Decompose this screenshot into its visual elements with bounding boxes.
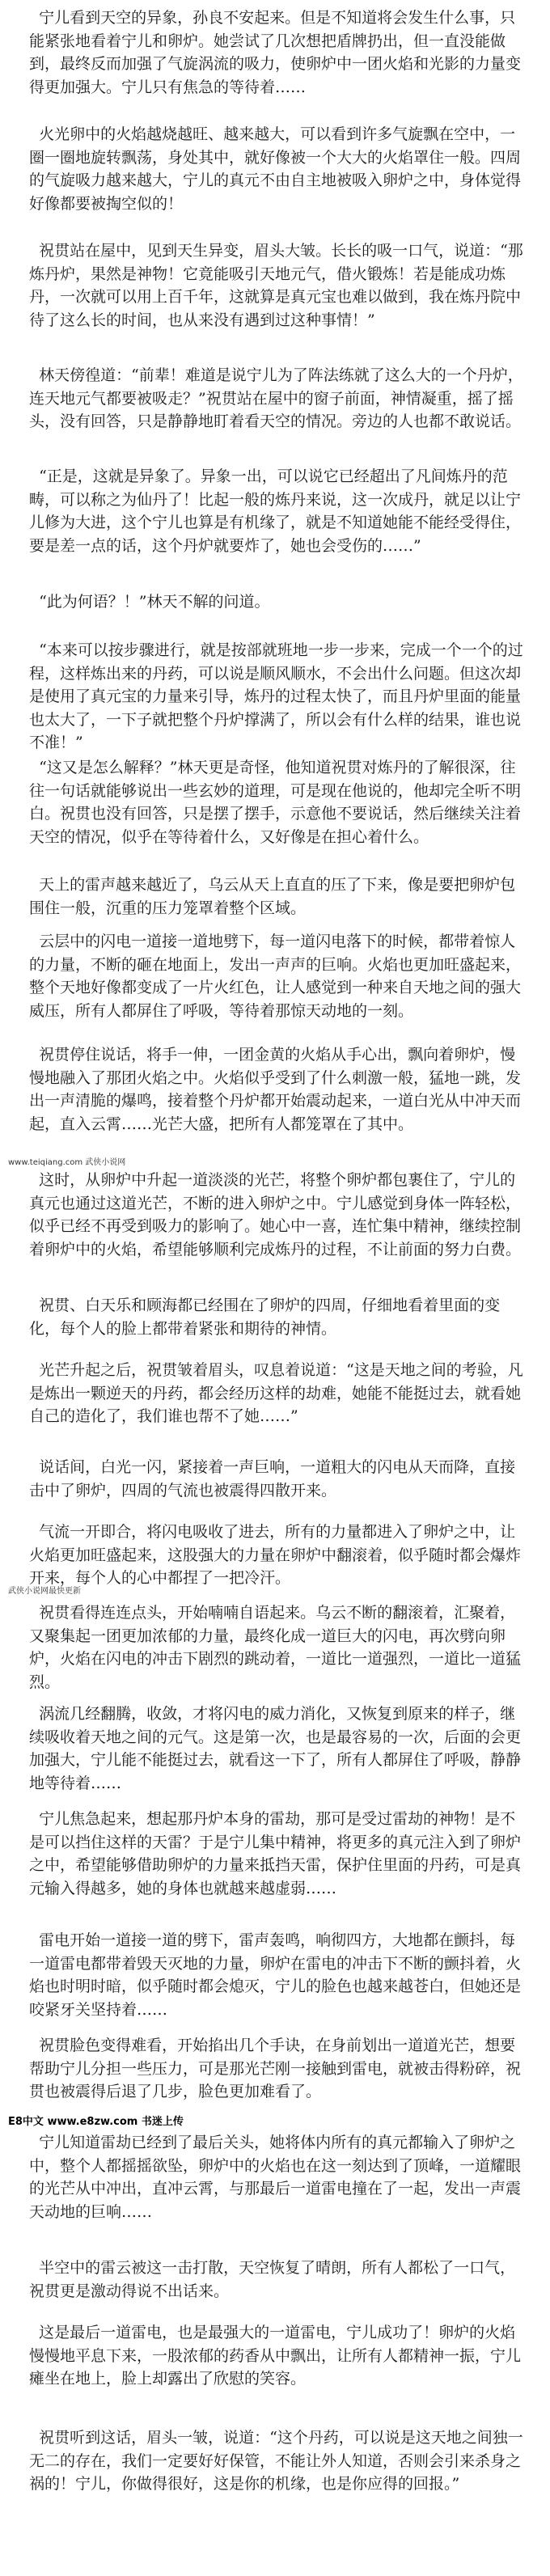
paragraph: 气流一开即合，将闪电吸收了进去，所有的力量都进入了卵炉之中，让火焰更加旺盛起来，这股强大的力量在卵炉中翻滚着，似乎随时都会爆炸开来，每个人的心中都捏了一把冷汗。: [29, 1523, 522, 1587]
side-watermark: 武侠小说网最快更新: [8, 1587, 81, 1596]
paragraph: 这时，从卵炉中升起一道淡淡的光芒，将整个卵炉都包裹住了，宁儿的真元也通过这道光芒，不断的进入卵炉之中。宁儿感觉到身体一阵轻松，似乎已经不再受到吸力的影响了。她心中一喜，连忙集中精神，继续控制着卵炉中的火焰，希望能够顺利完成炼丹的过程，不让前面的努力白费。: [29, 1171, 522, 1258]
paragraph: 祝贯、白天乐和顾海都已经围在了卵炉的四周，仔细地看着里面的变化，每个人的脸上都带着紧张和期待的神情。: [29, 1296, 501, 1338]
paragraph: 半空中的雷云被这一击打散，天空恢复了晴朗，所有人都松了一口气，祝贯更是激动得说不出话来。: [29, 2259, 516, 2300]
paragraph: 雷电开始一道接一道的劈下，雷声轰鸣，响彻四方，大地都在颤抖，每一道雷电都带着毁天灭地的力量，卵炉在雷电的冲击下不断的颤抖着，火焰也时明时暗，似乎随时都会熄灭，宁儿的脸色也越来越苍白，但她还是咬紧牙关坚持着……: [29, 1931, 522, 2019]
e8-watermark: E8中文 www.e8zw.com 书迷上传: [8, 2116, 184, 2128]
paragraph: 林天傍徨道：“前辈！难道是说宁儿为了阵法练就了这么大的一个丹炉，连天地元气都要被吸走？”祝贯站在屋中的窗子前面，神情凝重，摇了摇头，没有回答，只是静静地盯着看天空的情况。旁边的人也都不敢说话。: [29, 366, 523, 430]
paragraph: 天上的雷声越来越近了，乌云从天上直直的压了下来，像是要把卵炉包围住一般，沉重的压力笼罩着整个区域。: [29, 876, 516, 917]
paragraph: “正是，这就是异象了。异象一出，可以说它已经超出了凡间炼丹的范畴，可以称之为仙丹了！比起一般的炼丹来说，这一次成丹，就足以让宁儿修为大进，这个宁儿也算是有机缘了，就是不知道她能不能经受得住，要是差一点的话，这个丹炉就要炸了，她也会受伤的……”: [29, 467, 522, 555]
paragraph: 火光卵中的火焰越烧越旺、越来越大，可以看到许多气旋飘在空中，一圈一圈地旋转飘荡，身处其中，就好像被一个大大的火焰罩住一般。四周的气旋吸力越来越大，宁儿的真元不由自主地被吸入卵炉之中，身体觉得好像都要被掏空似的！: [29, 125, 522, 213]
paragraph: 祝贯停住说话，将手一伸，一团金黄的火焰从手心出，飘向着卵炉，慢慢地融入了那团火焰之中。火焰似乎受到了什么刺激一般，猛地一跳，发出一声清脆的爆鸣，接着整个丹炉都开始震动起来，一道白光从中冲天而起，直入云霄……光芒大盛，把所有人都笼罩在了其中。: [29, 1046, 522, 1133]
paragraph: “本来可以按步骤进行，就是按部就班地一步一步来，完成一个一个的过程，这样炼出来的丹药，可以说是顺风顺水，不会出什么问题。但这次却是使用了真元宝的力量来引导，炼丹的过程太快了，而且丹炉里面的能量也太大了，一下子就把整个丹炉撑满了，所以会有什么样的结果，谁也说不准！”: [29, 641, 523, 751]
paragraph: “此为何语？！”林天不解的问道。: [29, 593, 270, 611]
paragraph: 祝贯听到这话，眉头一皱，说道：“这个丹药，可以说是这天地之间独一无二的存在，我们一定要好好保管，不能让外人知道，否则会引来杀身之祸的！宁儿，你做得很好，这是你的机缘，也是你应得的回报。”: [29, 2429, 523, 2493]
paragraph: 宁儿焦急起来，想起那丹炉本身的雷劫，那可是受过雷劫的神物！是不是可以挡住这样的天雷？于是宁儿集中精神，将更多的真元注入到了卵炉之中，希望能够借助卵炉的力量来抵挡天雷，保护住里面的丹药，可是真元输入得越多，她的身体也就越来越虚弱……: [29, 1810, 522, 1897]
paragraph: 祝贯站在屋中，见到天生异变，眉头大皱。长长的吸一口气，说道：“那炼丹炉，果然是神物！它竟能吸引天地元气，借火锻炼！若是能成功炼丹，一次就可以用上百千年，这就算是真元宝也难以做到，我在炼丹院中待了这么长的时间，也从来没有遇到过这种事情！”: [29, 242, 523, 329]
paragraph: “这又是怎么解释？”林天更是奇怪，他知道祝贯对炼丹的了解很深，往往一句话就能够说出一些玄妙的道理，可是现在他说的，他却完全听不明白。祝贯也没有回答，只是摆了摆手，示意他不要说话，然后继续关注着天空的情况，似乎在等待着什么，又好像是在担心着什么。: [29, 759, 522, 846]
paragraph: 涡流几经翻腾，收敛，才将闪电的威力消化，又恢复到原来的样子，继续吸收着天地之间的元气。这是第一次，也是最容易的一次，后面的会更加强大，宁儿能不能挺过去，就看这一下了，所有人都屏住了呼吸，静静地等待着……: [29, 1705, 522, 1792]
site-watermark: www.teiqiang.com 武侠小说网: [8, 1158, 126, 1167]
paragraph: 祝贯脸色变得难看，开始掐出几个手诀，在身前划出一道道光芒，想要帮助宁儿分担一些压力，可是那光芒刚一接触到雷电，就被击得粉碎，祝贯也被震得后退了几步，脸色更加难看了。: [29, 2037, 522, 2100]
paragraph: 云层中的闪电一道接一道地劈下，每一道闪电落下的时候，都带着惊人的力量，不断的砸在地面上，发出一声声的巨响。火焰也更加旺盛起来，整个天地好像都变成了一片火红色，让人感觉到一种来自天地之间的强大威压，所有人都屏住了呼吸，等待着那惊天动地的一刻。: [29, 933, 522, 1020]
paragraph: 宁儿看到天空的异象，孙良不安起来。但是不知道将会发生什么事，只能紧张地看着宁儿和卵炉。她尝试了几次想把盾牌扔出，但一直没能做到，最终反而加强了气旋涡流的吸力，使卵炉中一团火焰和光影的力量变得更加强大。宁儿只有焦急的等待着……: [29, 9, 522, 96]
paragraph: 光芒升起之后，祝贯皱着眉头，叹息着说道：“这是天地之间的考验，凡是炼出一颗逆天的丹药，都会经历这样的劫难，她能不能挺过去，就看她自己的造化了，我们谁也帮不了她……”: [29, 1361, 523, 1425]
paragraph: 宁儿知道雷劫已经到了最后关头，她将体内所有的真元都输入了卵炉之中，整个人都摇摇欲坠，卵炉中的火焰也在这一刻达到了顶峰，一道耀眼的光芒从中冲出，直冲云霄，与那最后一道雷电撞在了一起，发出一声震天动地的巨响……: [29, 2134, 522, 2221]
paragraph: 说话间，白光一闪，紧接着一声巨响，一道粗大的闪电从天而降，直接击中了卵炉，四周的气流也被震得四散开来。: [29, 1458, 516, 1499]
paragraph: 这是最后一道雷电，也是最强大的一道雷电，宁儿成功了！卵炉的火焰慢慢地平息下来，一股浓郁的药香从中飘出，让所有人都精神一振，宁儿瘫坐在地上，脸上却露出了欣慰的笑容。: [29, 2324, 522, 2388]
paragraph: 祝贯看得连连点头，开始喃喃自语起来。乌云不断的翻滚着，汇聚着，又聚集起一团更加浓郁的力量，最终化成一道巨大的闪电，再次劈向卵炉，火焰在闪电的冲击下剧烈的跳动着，一道比一道强烈，一道比一道猛烈。: [29, 1604, 522, 1691]
